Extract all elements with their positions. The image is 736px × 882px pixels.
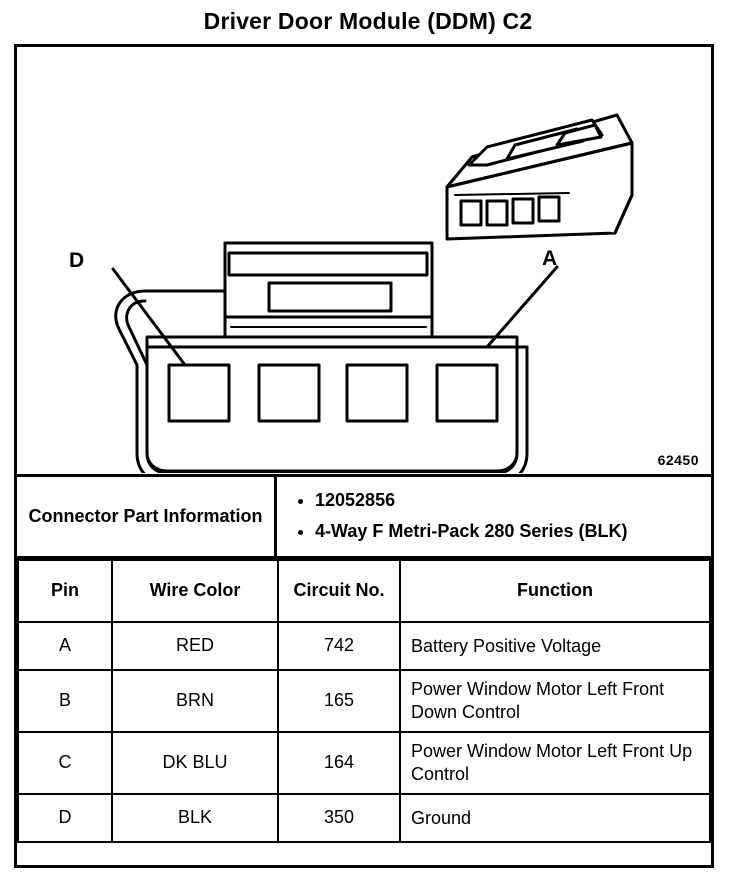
- column-header-wire-color: Wire Color: [112, 560, 278, 622]
- cell-function: Power Window Motor Left Front Up Control: [400, 732, 710, 794]
- table-row: [18, 732, 710, 794]
- cell-pin: B: [18, 670, 112, 732]
- figure-number: 62450: [657, 452, 699, 468]
- page-title: Driver Door Module (DDM) C2: [203, 8, 533, 34]
- column-header-pin: Pin: [18, 560, 112, 622]
- cell-function: Power Window Motor Left Front Down Control: [400, 670, 710, 732]
- connector-part-information: [17, 477, 711, 559]
- cell-circuit-no: 350: [278, 794, 400, 842]
- cell-wire-color: BLK: [112, 794, 278, 842]
- cell-function: Battery Positive Voltage: [400, 622, 710, 670]
- table-row: [18, 622, 710, 670]
- callout-label-d: D: [69, 249, 85, 272]
- list-item: • 4-Way F Metri-Pack 280 Series (BLK): [315, 520, 701, 543]
- connector-part-information-label: Connector Part Information: [17, 477, 277, 556]
- cell-function: Ground: [400, 794, 710, 842]
- diagram-frame: [14, 44, 714, 868]
- connector-part-information-list: [277, 477, 711, 556]
- table-row: [18, 794, 710, 842]
- cell-circuit-no: 164: [278, 732, 400, 794]
- cell-circuit-no: 165: [278, 670, 400, 732]
- table-row: [18, 670, 710, 732]
- cell-wire-color: DK BLU: [112, 732, 278, 794]
- cell-wire-color: BRN: [112, 670, 278, 732]
- callout-label-a: A: [542, 247, 558, 270]
- column-header-circuit-no: Circuit No.: [278, 560, 400, 622]
- connector-drawing: [17, 47, 711, 473]
- cell-pin: D: [18, 794, 112, 842]
- pin-table: [17, 559, 711, 843]
- cell-circuit-no: 742: [278, 622, 400, 670]
- connector-illustration: [17, 47, 711, 477]
- list-item: • 12052856: [315, 489, 701, 512]
- cell-pin: C: [18, 732, 112, 794]
- column-header-function: Function: [400, 560, 710, 622]
- cell-pin: A: [18, 622, 112, 670]
- cell-wire-color: RED: [112, 622, 278, 670]
- table-header-row: [18, 560, 710, 622]
